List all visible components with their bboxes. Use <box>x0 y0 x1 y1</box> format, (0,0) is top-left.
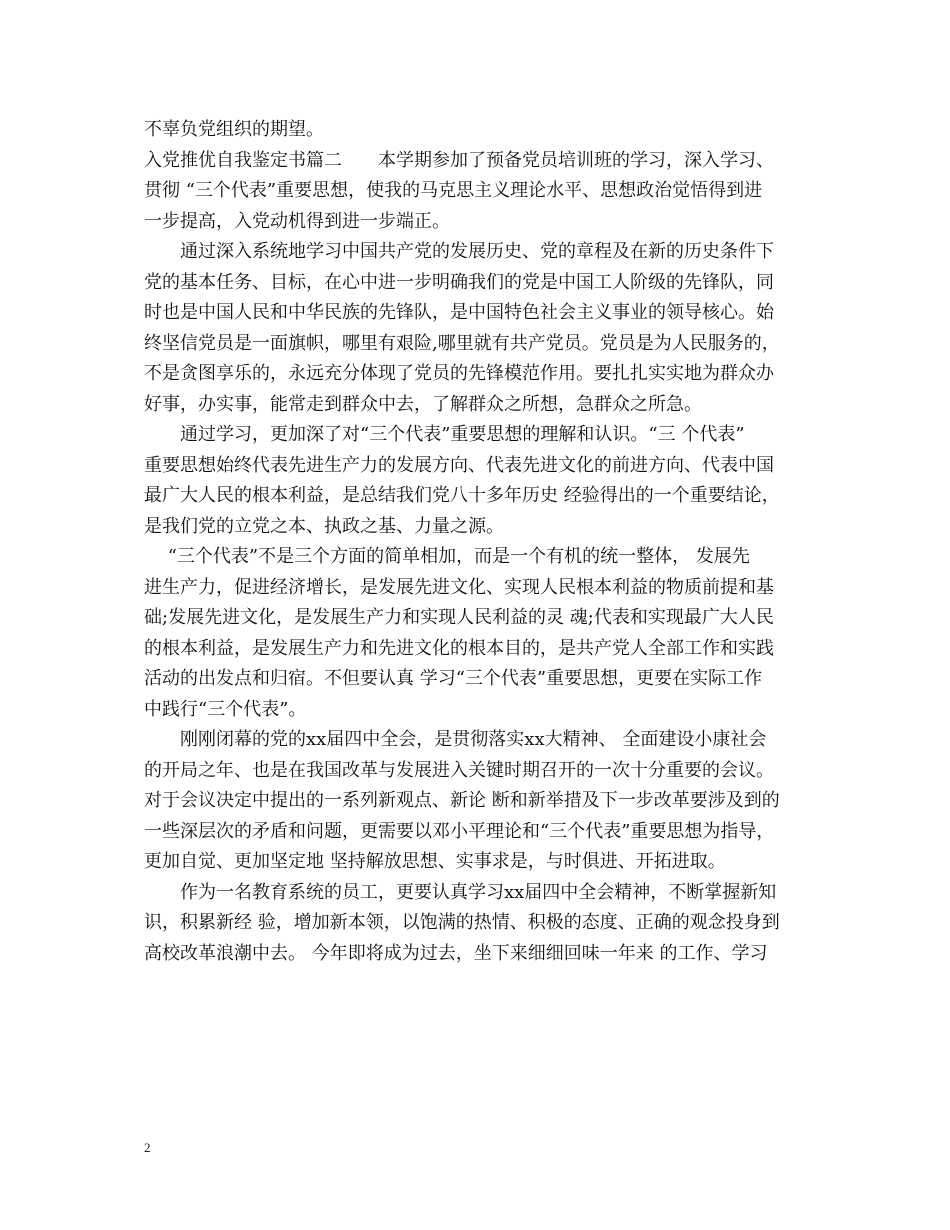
text-line: 对于会议决定中提出的一系列新观点、新论 断和新举措及下一步改革要涉及到的 <box>144 790 780 811</box>
text-line: 通过深入系统地学习中国共产党的发展历史、党的章程及在新的历史条件下 <box>144 241 774 262</box>
text-line: 进生产力，促进经济增长，是发展先进文化、实现人民根本利益的物质前提和基 <box>144 576 774 598</box>
text-line: 更加自觉、更加坚定地 坚持解放思想、实事求是，与时俱进、开拓进取。 <box>144 851 726 872</box>
text-line: 是我们党的立党之本、执政之基、力量之源。 <box>144 515 504 537</box>
text-line: 高校改革浪潮中去。 今年即将成为过去，坐下来细细回味一年来 的工作、学习 <box>144 942 768 964</box>
text-line: 的开局之年、也是在我国改革与发展进入关键时期召开的一次十分重要的会议。 <box>144 759 774 781</box>
text-line: 贯彻 “三个代表”重要思想，使我的马克思主义理论水平、思想政治觉悟得到进 <box>144 180 763 201</box>
text-line: 中践行“三个代表”。 <box>144 698 307 720</box>
text-line: 入党推优自我鉴定书篇二 本学期参加了预备党员培训班的学习，深入学习、 <box>144 149 774 171</box>
text-line: 重要思想始终代表先进生产力的发展方向、代表先进文化的前进方向、代表中国 <box>144 454 774 476</box>
page-number: 2 <box>144 1140 151 1155</box>
text-line: 一些深层次的矛盾和问题，更需要以邓小平理论和“三个代表”重要思想为指导， <box>144 820 775 842</box>
text-line: 不辜负党组织的期望。 <box>144 119 324 140</box>
text-line: 作为一名教育系统的员工，更要认真学习xx届四中全会精神，不断掌握新知 <box>144 881 777 903</box>
text-line: 党的基本任务、目标，在心中进一步明确我们的党是中国工人阶级的先锋队，同 <box>144 271 774 293</box>
body-text <box>144 115 828 969</box>
text-line: 一步提高，入党动机得到进一步端正。 <box>144 210 450 232</box>
text-line: 刚刚闭幕的党的xx届四中全会，是贯彻落实xx大精神、 全面建设小康社会 <box>144 729 767 750</box>
text-line: 好事，办实事，能常走到群众中去，了解群众之所想，急群众之所急。 <box>144 393 702 415</box>
text-line: 识，积累新经 验，增加新本领，以饱满的热情、积极的态度、正确的观念投身到 <box>144 912 780 933</box>
text-line: 的根本利益，是发展生产力和先进文化的根本目的，是共产党人全部工作和实践 <box>144 637 774 659</box>
text-line: 不是贪图享乐的，永远充分体现了党员的先锋模范作用。要扎扎实实地为群众办 <box>144 363 774 384</box>
text-line: 时也是中国人民和中华民族的先锋队，是中国特色社会主义事业的领导核心。始 <box>144 302 774 323</box>
text-line: 活动的出发点和归宿。不但要认真 学习“三个代表”重要思想，更要在实际工作 <box>144 668 763 689</box>
text-line: 础;发展先进文化，是发展生产力和实现人民利益的灵 魂;代表和实现最广大人民 <box>144 607 774 628</box>
text-line: 最广大人民的根本利益，是总结我们党八十多年历史 经验得出的一个重要结论， <box>144 485 780 506</box>
text-line: 终坚信党员是一面旗帜，哪里有艰险,哪里就有共产党员。党员是为人民服务的， <box>144 332 780 354</box>
text-line: 通过学习，更加深了对“三个代表”重要思想的理解和认识。“三 个代表” <box>144 424 745 445</box>
text-line: “三个代表”不是三个方面的简单相加，而是一个有机的统一整体， 发展先 <box>144 546 750 567</box>
